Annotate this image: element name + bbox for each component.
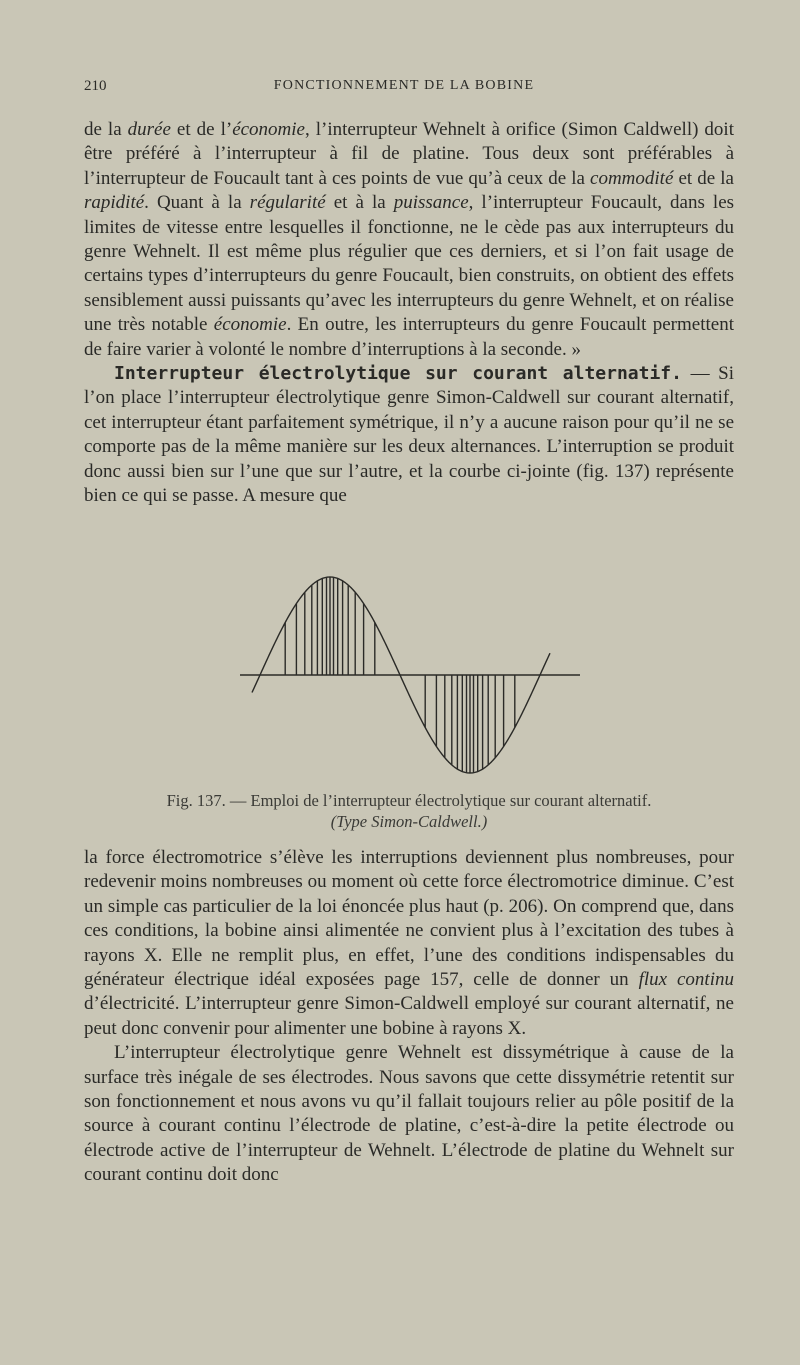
page-number: 210	[84, 78, 107, 94]
figure-caption	[84, 790, 734, 832]
caption-line-2: (Type Simon-Caldwell.)	[330, 812, 488, 831]
paragraph-3: la force électromotrice s’élève les interruptions deviennent plus nombreuses, pour redevenir moins nombreuses ou moment où cette force électromotrice diminue. C’est un simple cas particulier de la loi énoncée plus haut (p. 206). On comprend que, dans ces conditions, la bobine ainsi alimentée ne convient plus à l’excitation des tubes à rayons X. Elle ne remplit plus, en effet, l’une des conditions indispensables du générateur électrique idéal exposées page 157, celle de donner un flux continu d’électricité. L’interrupteur genre Simon-Caldwell employé sur courant alternatif, ne peut donc convenir pour alimenter une bobine à rayons X.	[84, 847, 734, 1039]
page-header	[84, 78, 724, 102]
section-heading: Interrupteur électrolytique sur courant alternatif.	[114, 363, 682, 385]
figure-137-waveform	[220, 570, 600, 780]
paragraph-2: Interrupteur électrolytique sur courant alternatif. — Si l’on place l’interrupteur électrolytique genre Simon-Caldwell sur courant alternatif, cet interrupteur étant parfaitement symétrique, il n’y a aucune raison pour qu’il ne se comporte pas de la même manière sur les deux alternances. L’interruption se produit donc aussi bien sur l’une que sur l’autre, et la courbe ci-jointe (fig. 137) représente bien ce qui se passe. A mesure que	[84, 363, 734, 507]
text-block-top	[84, 118, 734, 509]
paragraph-1: de la durée et de l’économie, l’interrupteur Wehnelt à orifice (Simon Caldwell) doit être préféré à l’interrupteur à fil de platine. Tous deux sont préférables à l’interrupteur de Foucault tant à ces points de vue qu’à ceux de la commodité et de la rapidité. Quant à la régularité et à la puissance, l’interrupteur Foucault, dans les limites de vitesse entre lesquelles il fonctionne, ne le cède pas aux interrupteurs du genre Wehnelt. Il est même plus régulier que ces derniers, et si l’on fait usage de certains types d’interrupteurs du genre Foucault, bien construits, on obtient des effets sensiblement aussi puissants qu’avec les interrupteurs du genre Wehnelt, et on réalise une très notable économie. En outre, les interrupteurs du genre Foucault permettent de faire varier à volonté le nombre d’interruptions à la seconde. »	[84, 119, 735, 360]
caption-line-1: Fig. 137. — Emploi de l’interrupteur électrolytique sur courant alternatif.	[166, 791, 652, 810]
paragraph-4: L’interrupteur électrolytique genre Wehnelt est dissymétrique à cause de la surface très inégale de ses électrodes. Nous savons que cette dissymétrie retentit sur son fonctionnement et nous avons vu qu’il fallait toujours relier au pôle positif de la source à courant continu l’électrode de platine, c’est-à-dire la petite électrode ou électrode active de l’interrupteur de Wehnelt. L’électrode de platine du Wehnelt sur courant continu doit donc	[84, 1042, 734, 1186]
text-block-bottom	[84, 846, 734, 1188]
running-title: FONCTIONNEMENT DE LA BOBINE	[273, 78, 535, 93]
